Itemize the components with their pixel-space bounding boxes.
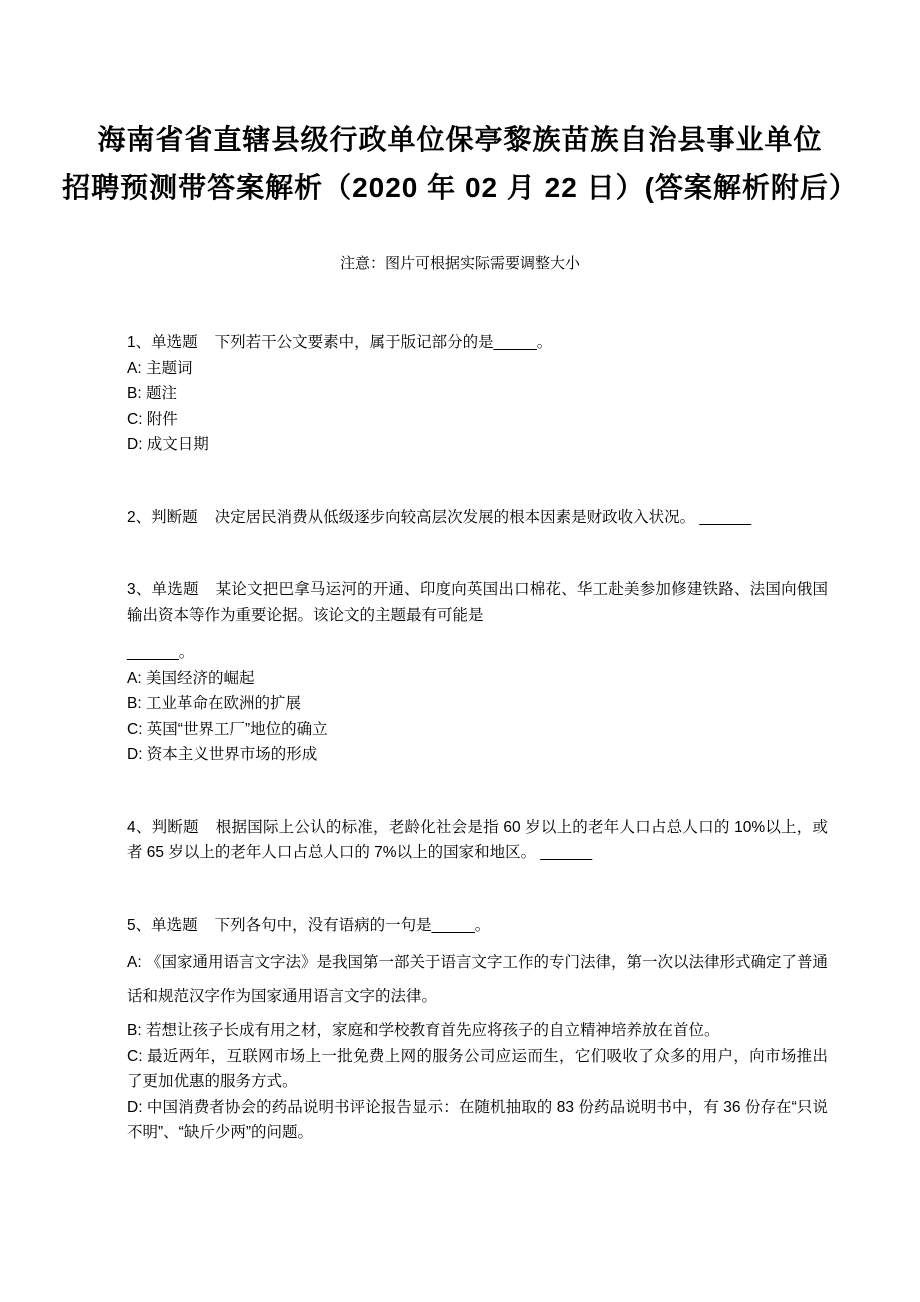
question-2-stem: 决定居民消费从低级逐步向较高层次发展的根本因素是财政收入状况。 ______ <box>214 508 752 526</box>
question-5-option-d: D: 中国消费者协会的药品说明书评论报告显示：在随机抽取的 83 份药品说明书中，有 36 份存在“只说不明”、“缺斤少两”的问题。 <box>127 1098 828 1141</box>
question-5-option-a: A: 《国家通用语言文字法》是我国第一部关于语言文字工作的专门法律，第一次以法律形式确定了普通话和规范汉字作为国家通用语言文字的法律。 <box>127 954 828 1005</box>
question-block-5 <box>127 913 828 1146</box>
question-3-header <box>127 577 828 628</box>
question-1-number: 1、 <box>127 334 152 351</box>
question-4-number: 4、 <box>127 818 152 836</box>
question-2-type: 判断题 <box>151 508 198 526</box>
question-1-header <box>127 330 828 356</box>
document-title-line-2: 招聘预测带答案解析（2020 年 02 月 22 日）(答案解析附后） <box>62 172 858 203</box>
question-1-option-a: A: 主题词 <box>127 359 193 377</box>
document-title-line-1: 海南省省直辖县级行政单位保亭黎族苗族自治县事业单位 <box>97 124 823 155</box>
question-2-number: 2、 <box>127 508 152 526</box>
question-3-stem: 某论文把巴拿马运河的开通、印度向英国出口棉花、华工赴美参加修建铁路、法国向俄国输出资本等作为重要论据。该论文的主题最有可能是 <box>127 581 828 624</box>
question-3-option-a: A: 美国经济的崛起 <box>127 669 255 687</box>
question-3-option-d: D: 资本主义世界市场的形成 <box>127 746 318 763</box>
question-block-2 <box>127 505 828 531</box>
question-5-header <box>127 913 828 939</box>
question-1-option-d: D: 成文日期 <box>127 436 209 453</box>
question-5-type: 单选题 <box>151 916 198 934</box>
question-5-option-c: C: 最近两年，互联网市场上一批免费上网的服务公司应运而生，它们吸收了众多的用户，向市场推出了更加优惠的服务方式。 <box>127 1047 828 1090</box>
question-1-type: 单选题 <box>151 334 198 351</box>
question-3-number: 3、 <box>127 581 152 598</box>
question-5-option-b: B: 若想让孩子长成有用之材，家庭和学校教育首先应将孩子的自立精神培养放在首位。 <box>127 1022 720 1039</box>
question-1-stem: 下列若干公文要素中，属于版记部分的是_____。 <box>214 334 553 351</box>
question-5-number: 5、 <box>127 916 152 934</box>
question-3-blank: ______。 <box>127 644 195 661</box>
question-1-option-c: C: 附件 <box>127 410 178 428</box>
question-3-option-b: B: 工业革命在欧洲的扩展 <box>127 695 301 712</box>
question-3-option-c: C: 英国“世界工厂”地位的确立 <box>127 720 328 738</box>
question-list <box>127 330 828 1146</box>
question-1-option-b: B: 题注 <box>127 385 177 402</box>
question-5-stem: 下列各句中，没有语病的一句是_____。 <box>214 916 491 934</box>
question-block-4 <box>127 815 828 866</box>
document-notice: 注意：图片可根据实际需要调整大小 <box>339 255 580 272</box>
question-block-1 <box>127 330 828 458</box>
document-title <box>55 116 865 212</box>
question-3-type: 单选题 <box>151 581 199 598</box>
question-block-3 <box>127 577 828 768</box>
question-4-type: 判断题 <box>151 818 199 836</box>
question-4-header <box>127 815 828 866</box>
question-4-stem: 根据国际上公认的标准，老龄化社会是指 60 岁以上的老年人口占总人口的 10%以上，或者 65 岁以上的老年人口占总人口的 7%以上的国家和地区。 ______ <box>127 818 828 861</box>
question-2-header <box>127 505 828 531</box>
